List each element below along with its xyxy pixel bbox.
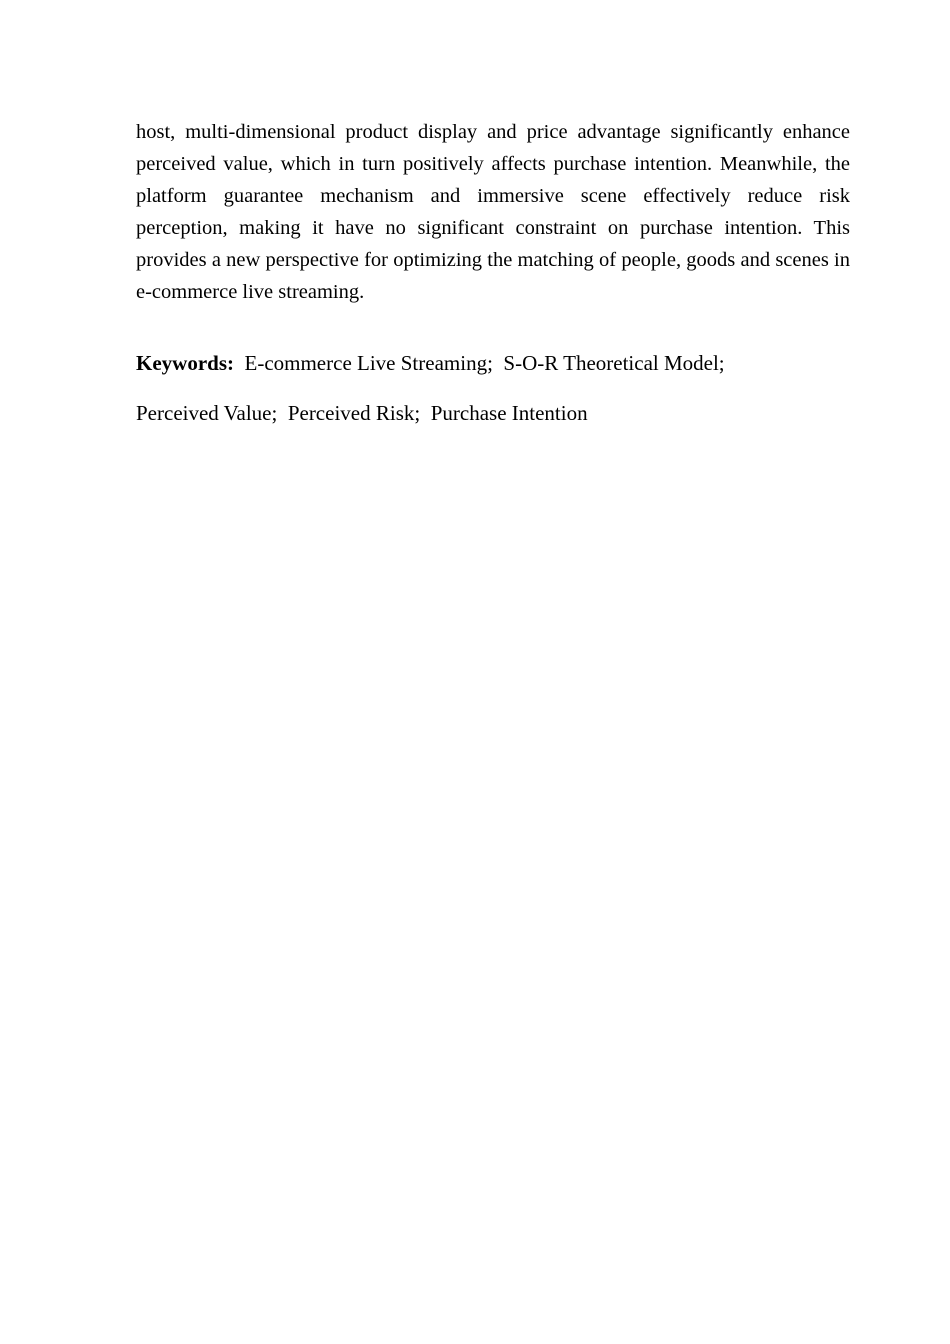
keywords-label: Keywords: xyxy=(136,351,234,375)
keywords-line xyxy=(136,349,850,377)
document-page xyxy=(136,116,850,427)
keyword-item: S-O-R Theoretical Model; xyxy=(503,351,725,375)
keywords-line xyxy=(136,399,850,427)
keyword-item: E-commerce Live Streaming; xyxy=(244,351,493,375)
abstract-paragraph: host, multi-dimensional product display and price advantage significantly enhance perceived value, which in turn positively affects purchase intention. Meanwhile, the platform guarantee mechanism and immersive scene effectively reduce risk perception, making it have no significant constraint on purchase intention. This provides a new perspective for optimizing the matching of people, goods and scenes in e-commerce live streaming. xyxy=(136,121,850,303)
keyword-item: Perceived Risk; xyxy=(287,401,421,425)
keyword-item: Perceived Value; xyxy=(136,401,278,425)
keyword-item: Purchase Intention xyxy=(430,401,588,425)
